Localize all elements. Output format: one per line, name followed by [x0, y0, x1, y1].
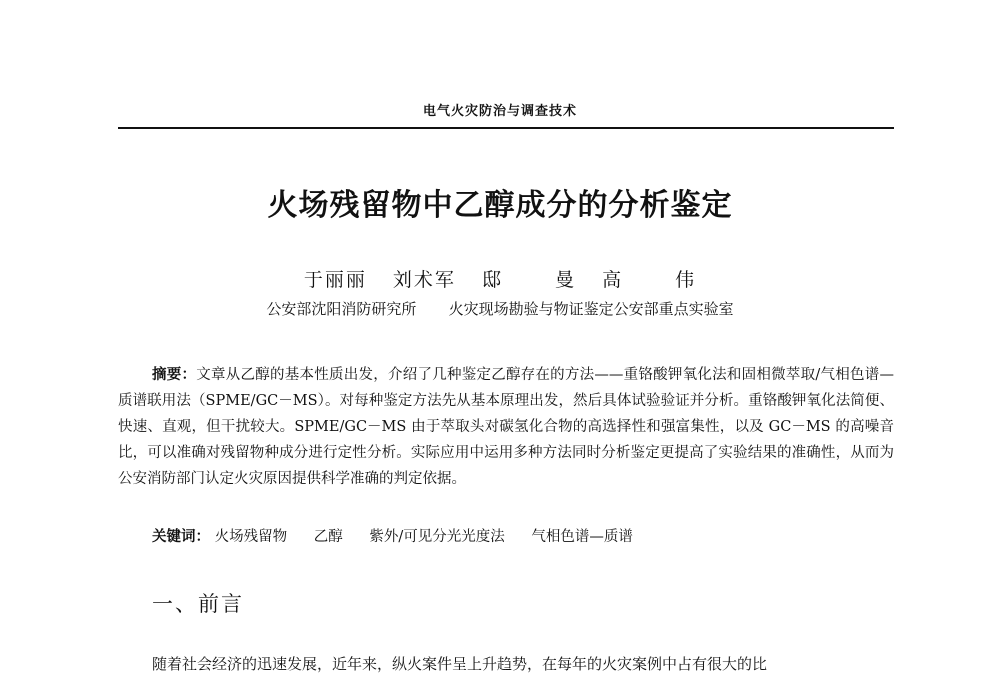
author-name: 于丽丽	[303, 269, 367, 291]
keywords-label: 关键词：	[152, 529, 210, 545]
running-header: 电气火灾防治与调查技术	[422, 104, 577, 119]
keywords	[152, 524, 894, 550]
keyword: 气相色谱—质谱	[531, 529, 633, 545]
section-heading: 一、前言	[152, 592, 244, 616]
abstract-label: 摘要：	[152, 367, 197, 383]
keyword: 乙醇	[313, 529, 343, 545]
abstract-text: 文章从乙醇的基本性质出发，介绍了几种鉴定乙醇存在的方法——重铬酸钾氧化法和固相微萃取/气相色谱—质谱联用法（SPME/GC－MS）。对每种鉴定方法先从基本原理出发，然后具体试验验证并分析。重铬酸钾氧化法简便、快速、直观，但干扰较大。SPME/GC－MS 由于萃取头对碳氢化合物的高选择性和强富集性，以及 GC－MS 的高噪音比，可以准确对残留物种成分进行定性分析。实际应用中运用多种方法同时分析鉴定更提高了实验结果的准确性，从而为公安消防部门认定火灾原因提供科学准确的判定依据。	[118, 367, 894, 487]
author-list	[0, 265, 1000, 292]
abstract	[118, 362, 894, 492]
paper-title: 火场残留物中乙醇成分的分析鉴定	[267, 188, 733, 223]
body-paragraph: 随着社会经济的迅速发展，近年来，纵火案件呈上升趋势，在每年的火灾案例中占有很大的比	[152, 655, 768, 673]
author-name: 刘术军	[392, 269, 456, 291]
author-name: 高 伟	[602, 269, 697, 291]
affiliation: 公安部沈阳消防研究所 火灾现场勘验与物证鉴定公安部重点实验室	[266, 300, 734, 318]
keyword: 火场残留物	[214, 529, 288, 545]
header-rule	[118, 127, 894, 129]
author-name: 邸 曼	[481, 269, 577, 291]
keyword: 紫外/可见分光光度法	[369, 529, 505, 545]
